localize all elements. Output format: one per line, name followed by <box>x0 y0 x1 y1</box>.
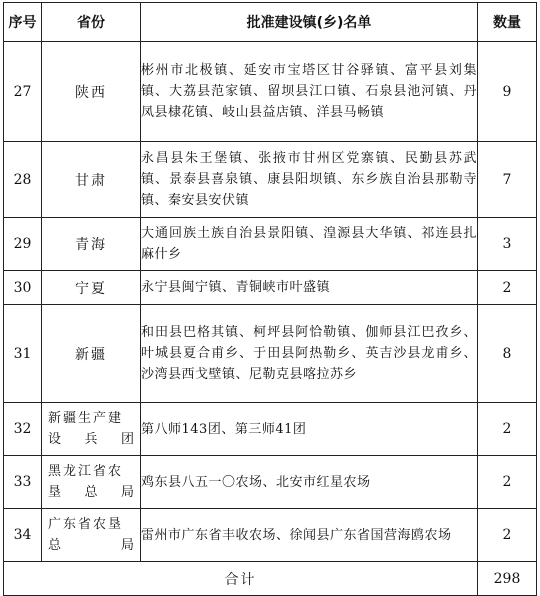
total-label: 合计 <box>4 562 478 596</box>
town-list-table <box>3 2 537 596</box>
row-count: 9 <box>478 42 537 142</box>
total-row <box>4 562 537 596</box>
row-no: 31 <box>4 305 42 403</box>
town-list-table-container <box>3 2 537 596</box>
row-province: 陕西 <box>42 42 141 142</box>
table-row <box>4 271 537 305</box>
row-count: 2 <box>478 456 537 509</box>
row-towns: 鸡东县八五一〇农场、北安市红星农场 <box>141 456 478 509</box>
row-count: 2 <box>478 509 537 562</box>
table-row <box>4 42 537 142</box>
table-row <box>4 142 537 218</box>
row-no: 34 <box>4 509 42 562</box>
row-province: 甘肃 <box>42 142 141 218</box>
row-towns: 大通回族土族自治县景阳镇、湟源县大华镇、祁连县扎麻什乡 <box>141 218 478 271</box>
total-count: 298 <box>478 562 537 596</box>
row-count: 2 <box>478 271 537 305</box>
row-count: 3 <box>478 218 537 271</box>
row-count: 7 <box>478 142 537 218</box>
header-no: 序号 <box>4 3 42 42</box>
row-province: 新疆生产建设兵团 <box>42 403 141 456</box>
table-row <box>4 305 537 403</box>
row-no: 30 <box>4 271 42 305</box>
row-towns: 雷州市广东省丰收农场、徐闻县广东省国营海鸥农场 <box>141 509 478 562</box>
table-header-row <box>4 3 537 42</box>
row-no: 33 <box>4 456 42 509</box>
header-count: 数量 <box>478 3 537 42</box>
row-province: 新疆 <box>42 305 141 403</box>
row-towns: 永宁县闽宁镇、青铜峡市叶盛镇 <box>141 271 478 305</box>
table-row <box>4 403 537 456</box>
table-row <box>4 456 537 509</box>
row-towns: 彬州市北极镇、延安市宝塔区甘谷驿镇、富平县刘集镇、大荔县范家镇、留坝县江口镇、石泉县池河镇、丹凤县棣花镇、岐山县益店镇、洋县马畅镇 <box>141 42 478 142</box>
row-towns: 第八师143团、第三师41团 <box>141 403 478 456</box>
row-count: 2 <box>478 403 537 456</box>
table-row <box>4 509 537 562</box>
header-towns: 批准建设镇(乡)名单 <box>141 3 478 42</box>
row-no: 32 <box>4 403 42 456</box>
row-towns: 永昌县朱王堡镇、张掖市甘州区党寨镇、民勤县苏武镇、景泰县喜泉镇、康县阳坝镇、东乡族自治县那勒寺镇、秦安县安伏镇 <box>141 142 478 218</box>
row-province: 宁夏 <box>42 271 141 305</box>
table-row <box>4 218 537 271</box>
row-province: 广东省农垦总局 <box>42 509 141 562</box>
row-towns: 和田县巴格其镇、柯坪县阿恰勒镇、伽师县江巴孜乡、叶城县夏合甫乡、于田县阿热勒乡、英吉沙县龙甫乡、沙湾县西戈壁镇、尼勒克县喀拉苏乡 <box>141 305 478 403</box>
row-province: 青海 <box>42 218 141 271</box>
row-province: 黑龙江省农垦总局 <box>42 456 141 509</box>
row-no: 29 <box>4 218 42 271</box>
row-count: 8 <box>478 305 537 403</box>
row-no: 27 <box>4 42 42 142</box>
header-province: 省份 <box>42 3 141 42</box>
row-no: 28 <box>4 142 42 218</box>
